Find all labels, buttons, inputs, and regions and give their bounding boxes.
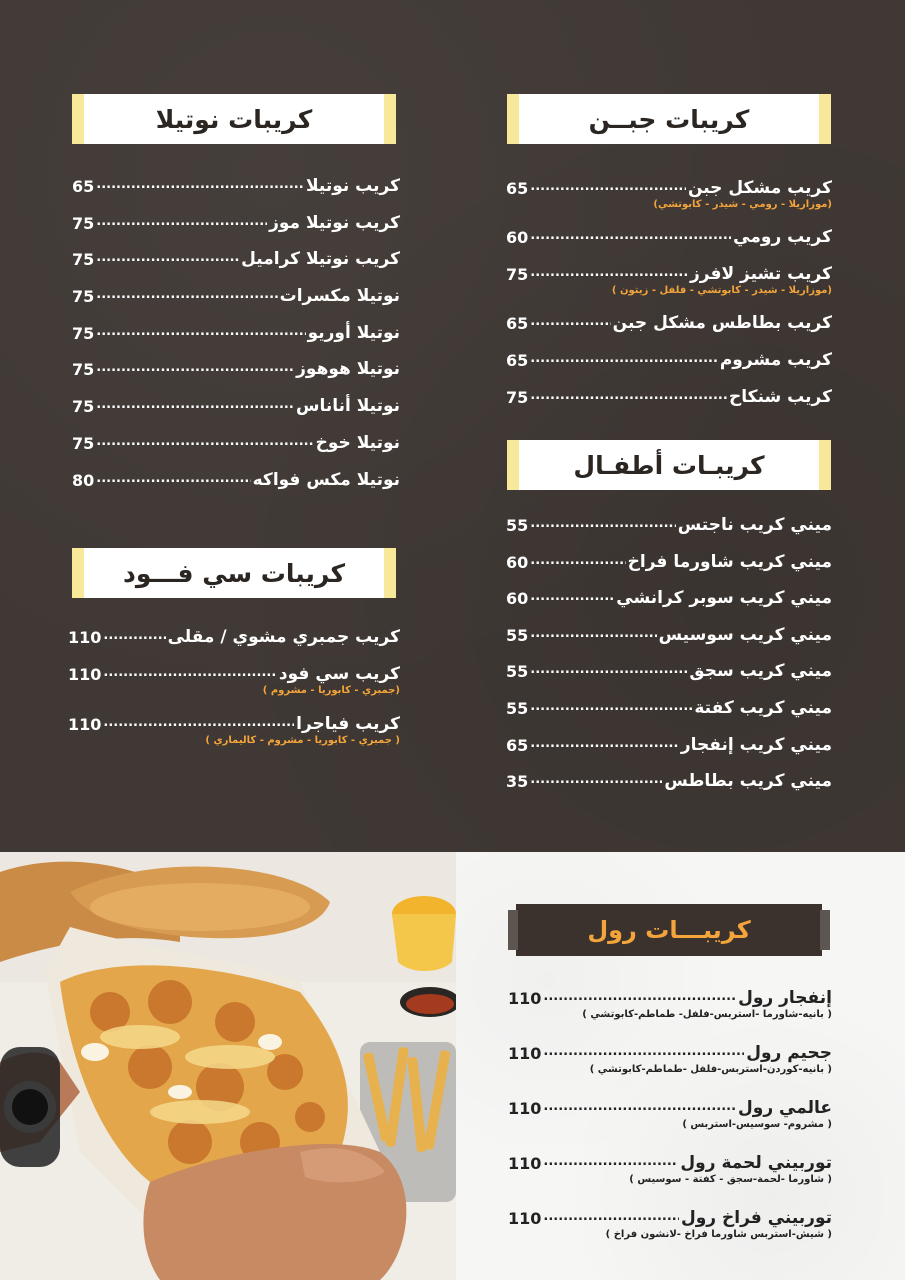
menu-item-line — [506, 771, 832, 791]
menu-item — [506, 387, 832, 424]
menu-item — [508, 1153, 832, 1208]
menu-item — [506, 625, 832, 662]
menu-item-line — [506, 178, 832, 198]
section-title-text: كريبـات أطفـال — [573, 450, 765, 480]
menu-item-ingredients: ( جمبري - كابوريا - مشروم - كاليماري ) — [205, 735, 400, 746]
seafood-items-list — [68, 627, 400, 764]
menu-item — [506, 661, 832, 698]
menu-item-name: كريب نوتيلا موز — [269, 212, 400, 233]
food-illustration — [0, 852, 456, 1280]
menu-item-price: 55 — [506, 625, 529, 645]
menu-item — [506, 313, 832, 350]
menu-item-line — [508, 1098, 832, 1118]
menu-item-price: 55 — [506, 662, 529, 682]
menu-item-price: 110 — [68, 665, 102, 684]
menu-item-line — [508, 988, 832, 1008]
kids-items-list — [506, 515, 832, 808]
menu-item-ingredients: ( بانيه-كوردن-استربس-فلفل -طماطم-كابوتشي ) — [589, 1064, 832, 1075]
menu-item — [506, 771, 832, 808]
menu-item-name: كريب مشروم — [719, 350, 832, 370]
menu-item-price: 75 — [72, 213, 95, 233]
menu-item — [506, 264, 832, 313]
dot-leader — [96, 360, 294, 375]
menu-item-price: 75 — [72, 360, 95, 380]
menu-item-price: 110 — [508, 1099, 542, 1118]
menu-item-line — [72, 213, 400, 233]
menu-item-name: إنفجار رول — [738, 988, 832, 1008]
menu-item-price: 65 — [506, 314, 529, 333]
menu-item-line — [506, 350, 832, 370]
menu-item-price: 110 — [508, 1209, 542, 1228]
menu-item — [506, 178, 832, 227]
menu-item-line — [68, 714, 400, 734]
menu-item — [508, 1043, 832, 1098]
menu-item-name: ميني كريب إنفجار — [680, 734, 832, 755]
menu-item-name: نوتيلا مكسرات — [279, 286, 400, 307]
roll-items-list — [508, 988, 832, 1263]
dot-leader — [543, 1099, 736, 1114]
nutella-section-title — [82, 94, 386, 144]
menu-item-name: نوتيلا أوريو — [307, 322, 400, 343]
menu-item-price: 110 — [508, 1154, 542, 1173]
dot-leader — [530, 699, 692, 714]
menu-item-name: ميني كريب سجق — [689, 661, 832, 682]
menu-item-price: 80 — [72, 470, 95, 490]
menu-item-price: 65 — [506, 351, 529, 370]
menu-item — [506, 515, 832, 552]
dot-leader — [530, 388, 727, 403]
menu-item-name: كريب بطاطس مشكل جبن — [612, 313, 832, 333]
menu-item-name: ميني كريب سوسيس — [658, 624, 832, 645]
menu-item-line — [508, 1153, 832, 1173]
menu-item — [508, 1208, 832, 1263]
menu-item — [506, 588, 832, 625]
dot-leader — [530, 662, 687, 677]
menu-item — [72, 286, 400, 323]
dot-leader — [530, 314, 610, 329]
dot-leader — [530, 516, 675, 531]
menu-item-ingredients: ( شيش-استربس شاورما فراخ -لانشون فراخ ) — [605, 1229, 832, 1240]
roll-section-title — [516, 904, 822, 956]
menu-item-price: 65 — [72, 177, 95, 196]
menu-item-name: نوتيلا هوهوز — [296, 359, 400, 380]
menu-item-price: 75 — [506, 265, 529, 284]
menu-item — [68, 664, 400, 714]
dot-leader — [96, 214, 267, 229]
menu-item-line — [508, 1043, 832, 1063]
menu-item-line — [506, 515, 832, 535]
menu-item-line — [72, 396, 400, 416]
menu-item-name: ميني كريب بطاطس — [664, 771, 832, 792]
menu-item-name: كريب تشيز لافرز — [689, 264, 832, 284]
nutella-items-list — [72, 176, 400, 506]
menu-item-name: كريب نوتيلا كراميل — [241, 249, 400, 270]
menu-item-name: ميني كريب كفتة — [694, 697, 832, 718]
menu-item-line — [72, 470, 400, 490]
dot-leader — [530, 179, 686, 194]
menu-item-name: ميني كريب ناجتس — [677, 515, 832, 535]
menu-item-line — [506, 625, 832, 645]
dot-leader — [543, 989, 736, 1004]
menu-item — [506, 552, 832, 589]
menu-item-line — [506, 387, 832, 407]
menu-item-line — [508, 1208, 832, 1228]
menu-item — [508, 988, 832, 1043]
section-title-text: كريبات سي فـــود — [123, 558, 345, 588]
menu-item — [506, 350, 832, 387]
menu-item-line — [506, 227, 832, 247]
menu-item-line — [72, 176, 400, 196]
menu-item — [72, 213, 400, 250]
menu-item-price: 75 — [72, 323, 95, 343]
dot-leader — [543, 1154, 678, 1169]
menu-item — [68, 714, 400, 764]
menu-item-price: 75 — [72, 433, 95, 453]
dot-leader — [96, 397, 294, 412]
dot-leader — [530, 626, 656, 641]
menu-item-ingredients: (جمبري - كابوريا - مشروم ) — [262, 685, 400, 696]
menu-item-price: 65 — [506, 179, 529, 198]
menu-item-price: 55 — [506, 516, 529, 535]
dot-leader — [96, 250, 239, 265]
dot-leader — [530, 772, 662, 787]
menu-item-ingredients: ( شاورما -لحمة-سجق - كفتة - سوسيس ) — [629, 1174, 832, 1185]
dot-leader — [530, 351, 718, 366]
menu-item-price: 75 — [72, 250, 95, 270]
dot-leader — [96, 177, 304, 192]
menu-item-line — [506, 588, 832, 608]
menu-item — [72, 323, 400, 360]
menu-item-line — [72, 359, 400, 379]
menu-item-line — [68, 664, 400, 684]
menu-item-name: كريب شنكاح — [729, 387, 832, 407]
menu-item-price: 75 — [72, 397, 95, 417]
menu-item-ingredients: ( بانيه-شاورما -استربس-فلفل- طماطم-كابوتشي ) — [582, 1009, 832, 1020]
menu-item-name: نوتيلا خوخ — [315, 432, 400, 453]
menu-item-price: 110 — [68, 715, 102, 734]
dot-leader — [103, 628, 165, 643]
kids-section-title — [517, 440, 821, 490]
menu-item-name: ميني كريب سوبر كرانشي — [616, 588, 832, 609]
menu-item-line — [72, 249, 400, 269]
menu-item — [506, 227, 832, 264]
dot-leader — [530, 265, 688, 280]
crepe-roll-photo — [0, 852, 456, 1280]
dot-leader — [103, 665, 276, 680]
menu-item-line — [72, 286, 400, 306]
dot-leader — [96, 434, 313, 449]
menu-item — [506, 735, 832, 772]
menu-item-line — [72, 433, 400, 453]
menu-item-line — [506, 313, 832, 333]
menu-item-line — [506, 661, 832, 681]
dot-leader — [543, 1044, 744, 1059]
menu-item — [72, 433, 400, 470]
section-title-text: كريبـــات رول — [587, 916, 751, 944]
menu-item — [68, 627, 400, 664]
menu-item — [508, 1098, 832, 1153]
menu-item-name: جحيم رول — [746, 1043, 832, 1063]
dot-leader — [96, 471, 250, 486]
menu-item-ingredients: (موزاريلا - شيدر - كابوتشي - فلفل - زيتون ) — [611, 285, 832, 296]
dot-leader — [543, 1209, 679, 1224]
menu-item-name: عالمي رول — [738, 1098, 832, 1118]
menu-item-name: كريب فياجرا — [296, 714, 400, 734]
menu-item-line — [506, 552, 832, 572]
cheese-section-title — [517, 94, 821, 144]
seafood-section-title — [82, 548, 386, 598]
menu-item-name: توربيني فراخ رول — [680, 1208, 832, 1228]
dot-leader — [530, 589, 614, 604]
menu-item-price: 60 — [506, 552, 529, 572]
menu-item-line — [68, 627, 400, 647]
menu-item — [72, 359, 400, 396]
menu-item — [72, 470, 400, 507]
dot-leader — [96, 324, 305, 339]
menu-item-price: 110 — [508, 989, 542, 1008]
menu-item-price: 110 — [68, 628, 102, 647]
menu-item-name: ميني كريب شاورما فراخ — [627, 551, 832, 572]
menu-item-name: كريب سي فود — [278, 664, 400, 684]
menu-item-name: كريب جمبري مشوي / مقلى — [167, 627, 400, 647]
menu-item-name: كريب مشكل جبن — [687, 178, 832, 198]
menu-item-name: كريب رومي — [733, 227, 832, 247]
menu-item-price: 55 — [506, 698, 529, 718]
menu-item-price: 75 — [72, 287, 95, 307]
dot-leader — [96, 287, 277, 302]
menu-item-price: 110 — [508, 1044, 542, 1063]
dot-leader — [103, 715, 294, 730]
menu-item — [506, 698, 832, 735]
menu-item-price: 65 — [506, 735, 529, 755]
section-title-text: كريبات نوتيلا — [155, 104, 313, 134]
menu-item-name: كريب نوتيلا — [305, 176, 400, 196]
menu-item-name: توربيني لحمة رول — [680, 1153, 832, 1173]
cheese-items-list — [506, 178, 832, 424]
menu-item-name: نوتيلا مكس فواكه — [252, 469, 400, 490]
menu-item-price: 35 — [506, 772, 529, 792]
menu-item — [72, 249, 400, 286]
section-title-text: كريبات جبــن — [588, 104, 750, 134]
menu-item — [72, 176, 400, 213]
menu-item-line — [506, 264, 832, 284]
menu-item — [72, 396, 400, 433]
dot-leader — [530, 736, 679, 751]
menu-item-ingredients: ( مشروم- سوسيس-استربس ) — [682, 1119, 832, 1130]
menu-item-line — [72, 323, 400, 343]
menu-item-line — [506, 698, 832, 718]
menu-item-price: 75 — [506, 388, 529, 407]
dot-leader — [530, 228, 731, 243]
menu-item-line — [506, 735, 832, 755]
menu-item-ingredients: (موزاريلا - رومي - شيدر - كابوتشي) — [653, 199, 832, 210]
menu-item-price: 60 — [506, 589, 529, 609]
dot-leader — [530, 553, 625, 568]
menu-item-price: 60 — [506, 228, 529, 247]
menu-item-name: نوتيلا أناناس — [295, 396, 400, 417]
